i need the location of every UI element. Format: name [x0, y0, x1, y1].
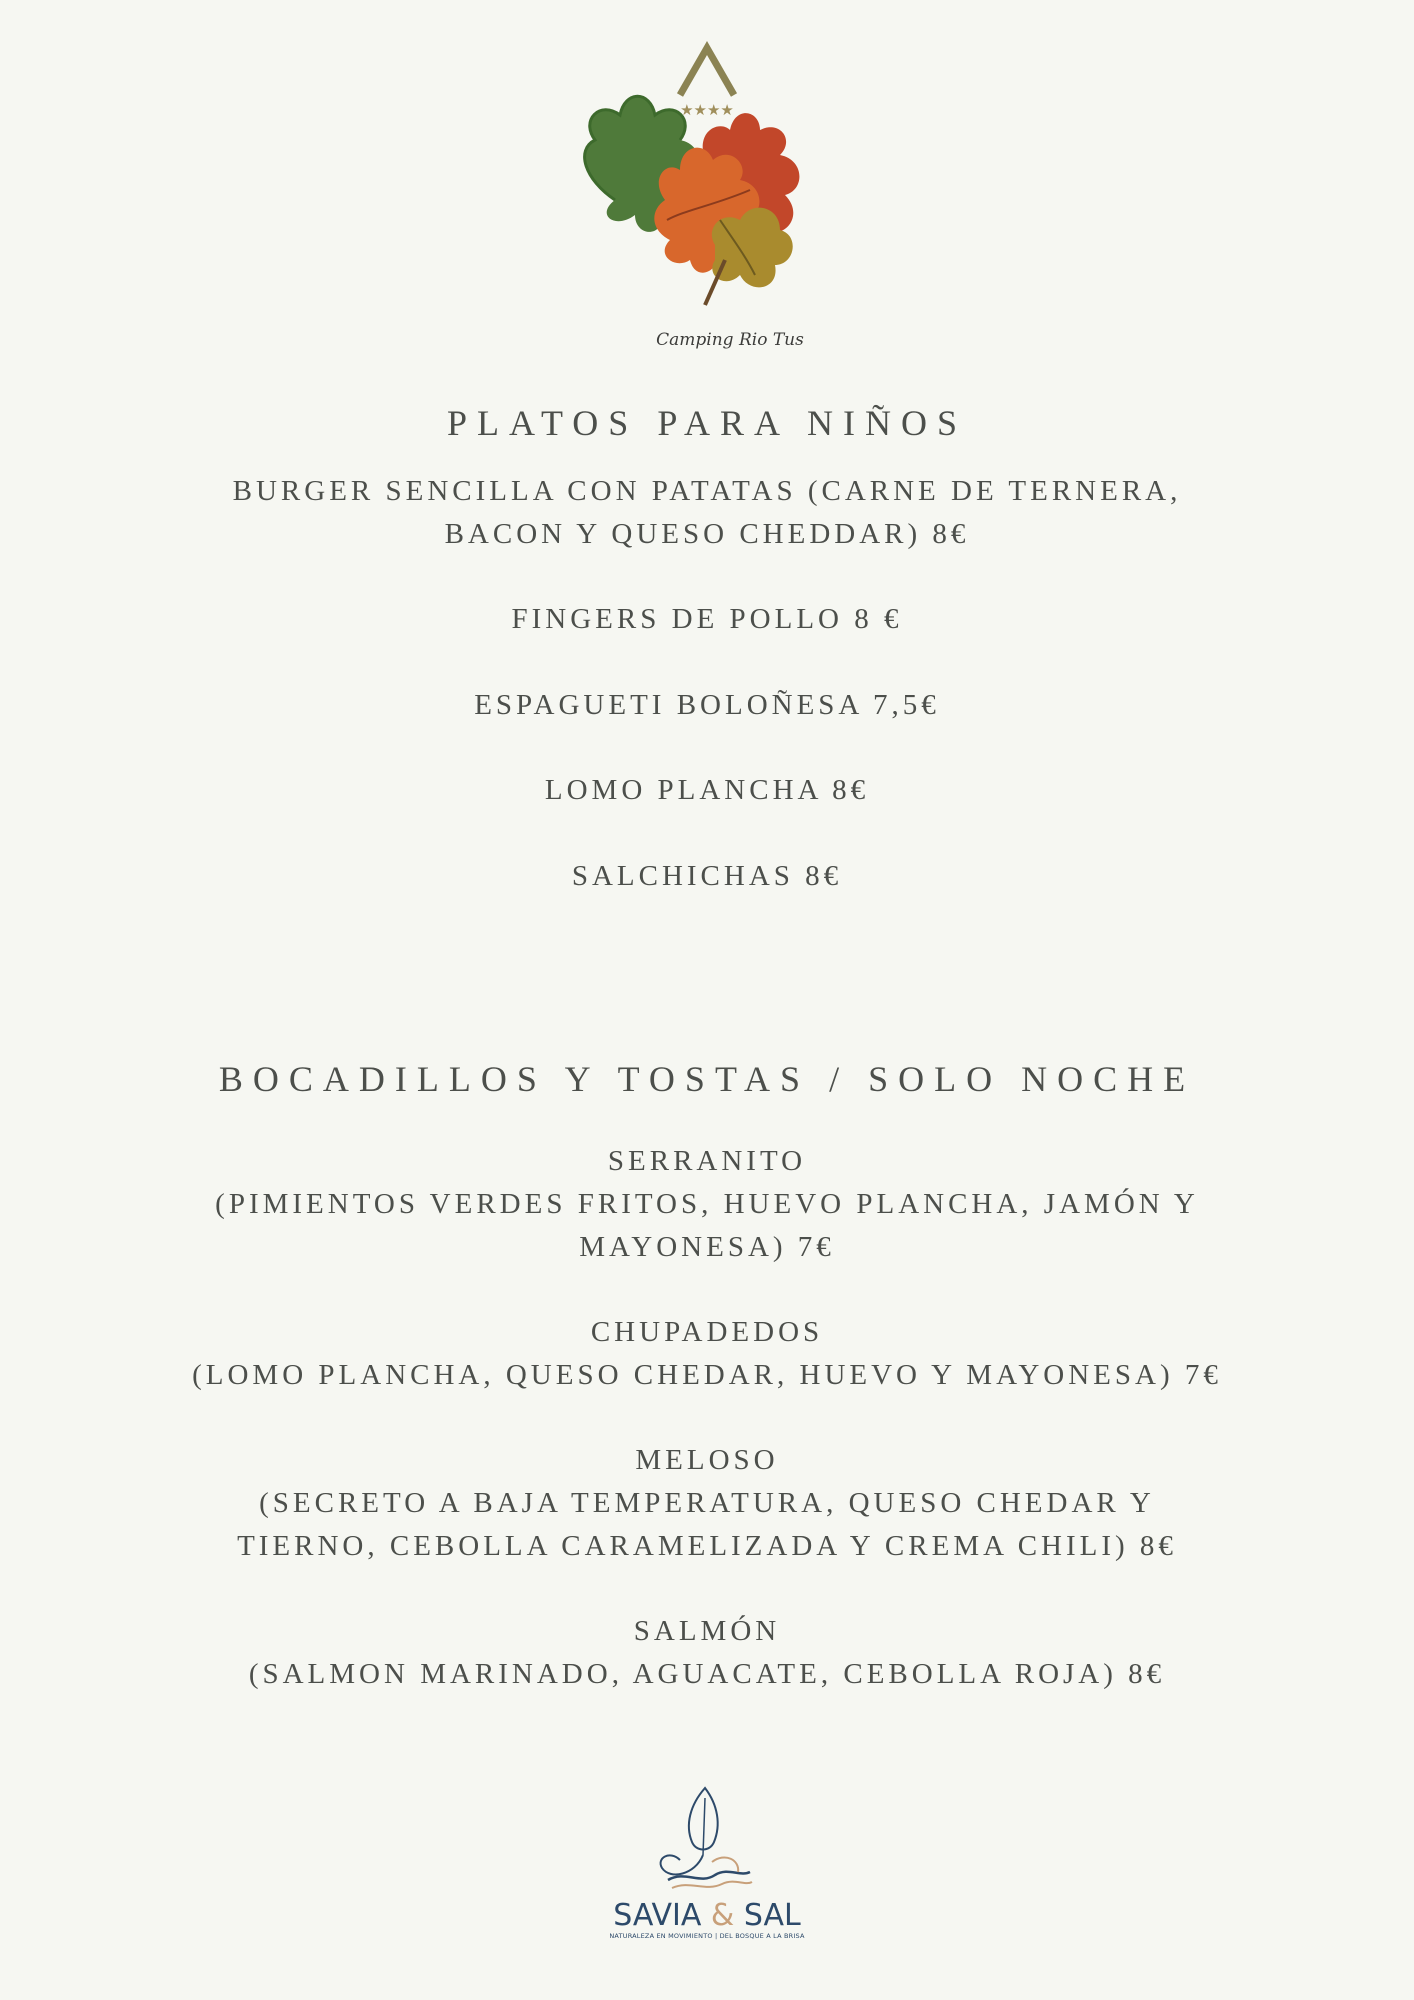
savia-sal-logo [600, 1780, 814, 1950]
menu-item-salmon-name: SALMÓN [633, 1615, 781, 1647]
stars-rating: ★★★★ [680, 101, 734, 119]
menu-item-meloso-desc-1: (SECRETO A BAJA TEMPERATURA, QUESO CHEDAR Y [259, 1487, 1155, 1519]
menu-item-chupadedos-desc: (LOMO PLANCHA, QUESO CHEDAR, HUEVO Y MAYONESA) 7€ [192, 1359, 1222, 1391]
menu-item-meloso-name: MELOSO [635, 1444, 779, 1476]
brand-name-part1: SAVIA [613, 1898, 711, 1933]
sandwiches-section-title: BOCADILLOS Y TOSTAS / SOLO NOCHE [218, 1059, 1196, 1099]
autumn-oak-leaves-logo-icon [555, 30, 855, 330]
menu-item-lomo: LOMO PLANCHA 8€ [544, 774, 870, 806]
menu-item-serranito-desc-2: MAYONESA) 7€ [579, 1231, 835, 1263]
kids-section-title: PLATOS PARA NIÑOS [446, 403, 968, 443]
brand-name-part2: SAL [734, 1898, 801, 1933]
menu-item-burger-line-1: BURGER SENCILLA CON PATATAS (CARNE DE TERNERA, [232, 475, 1182, 507]
brand-name [600, 1898, 814, 1933]
menu-item-burger-line-2: BACON Y QUESO CHEDDAR) 8€ [444, 518, 970, 550]
menu-item-espagueti: ESPAGUETI BOLOÑESA 7,5€ [474, 689, 940, 721]
leaf-wave-logo-icon [600, 1780, 814, 1898]
menu-item-chupadedos-name: CHUPADEDOS [590, 1316, 824, 1348]
menu-item-meloso-desc-2: TIERNO, CEBOLLA CARAMELIZADA Y CREMA CHILI) 8€ [237, 1530, 1177, 1562]
brand-ampersand: & [710, 1898, 735, 1933]
menu-item-serranito-desc-1: (PIMIENTOS VERDES FRITOS, HUEVO PLANCHA, JAMÓN Y [215, 1188, 1199, 1220]
brand-tagline: NATURALEZA EN MOVIMIENTO | DEL BOSQUE A LA BRISA [609, 1932, 805, 1940]
menu-item-salmon-desc: (SALMON MARINADO, AGUACATE, CEBOLLA ROJA) 8€ [248, 1658, 1166, 1690]
menu-item-serranito-name: SERRANITO [607, 1145, 807, 1177]
camping-logo [555, 30, 855, 360]
menu-item-salchichas: SALCHICHAS 8€ [571, 860, 843, 892]
menu-item-fingers: FINGERS DE POLLO 8 € [511, 603, 903, 635]
logo-caption: Camping Rio Tus [656, 330, 804, 350]
